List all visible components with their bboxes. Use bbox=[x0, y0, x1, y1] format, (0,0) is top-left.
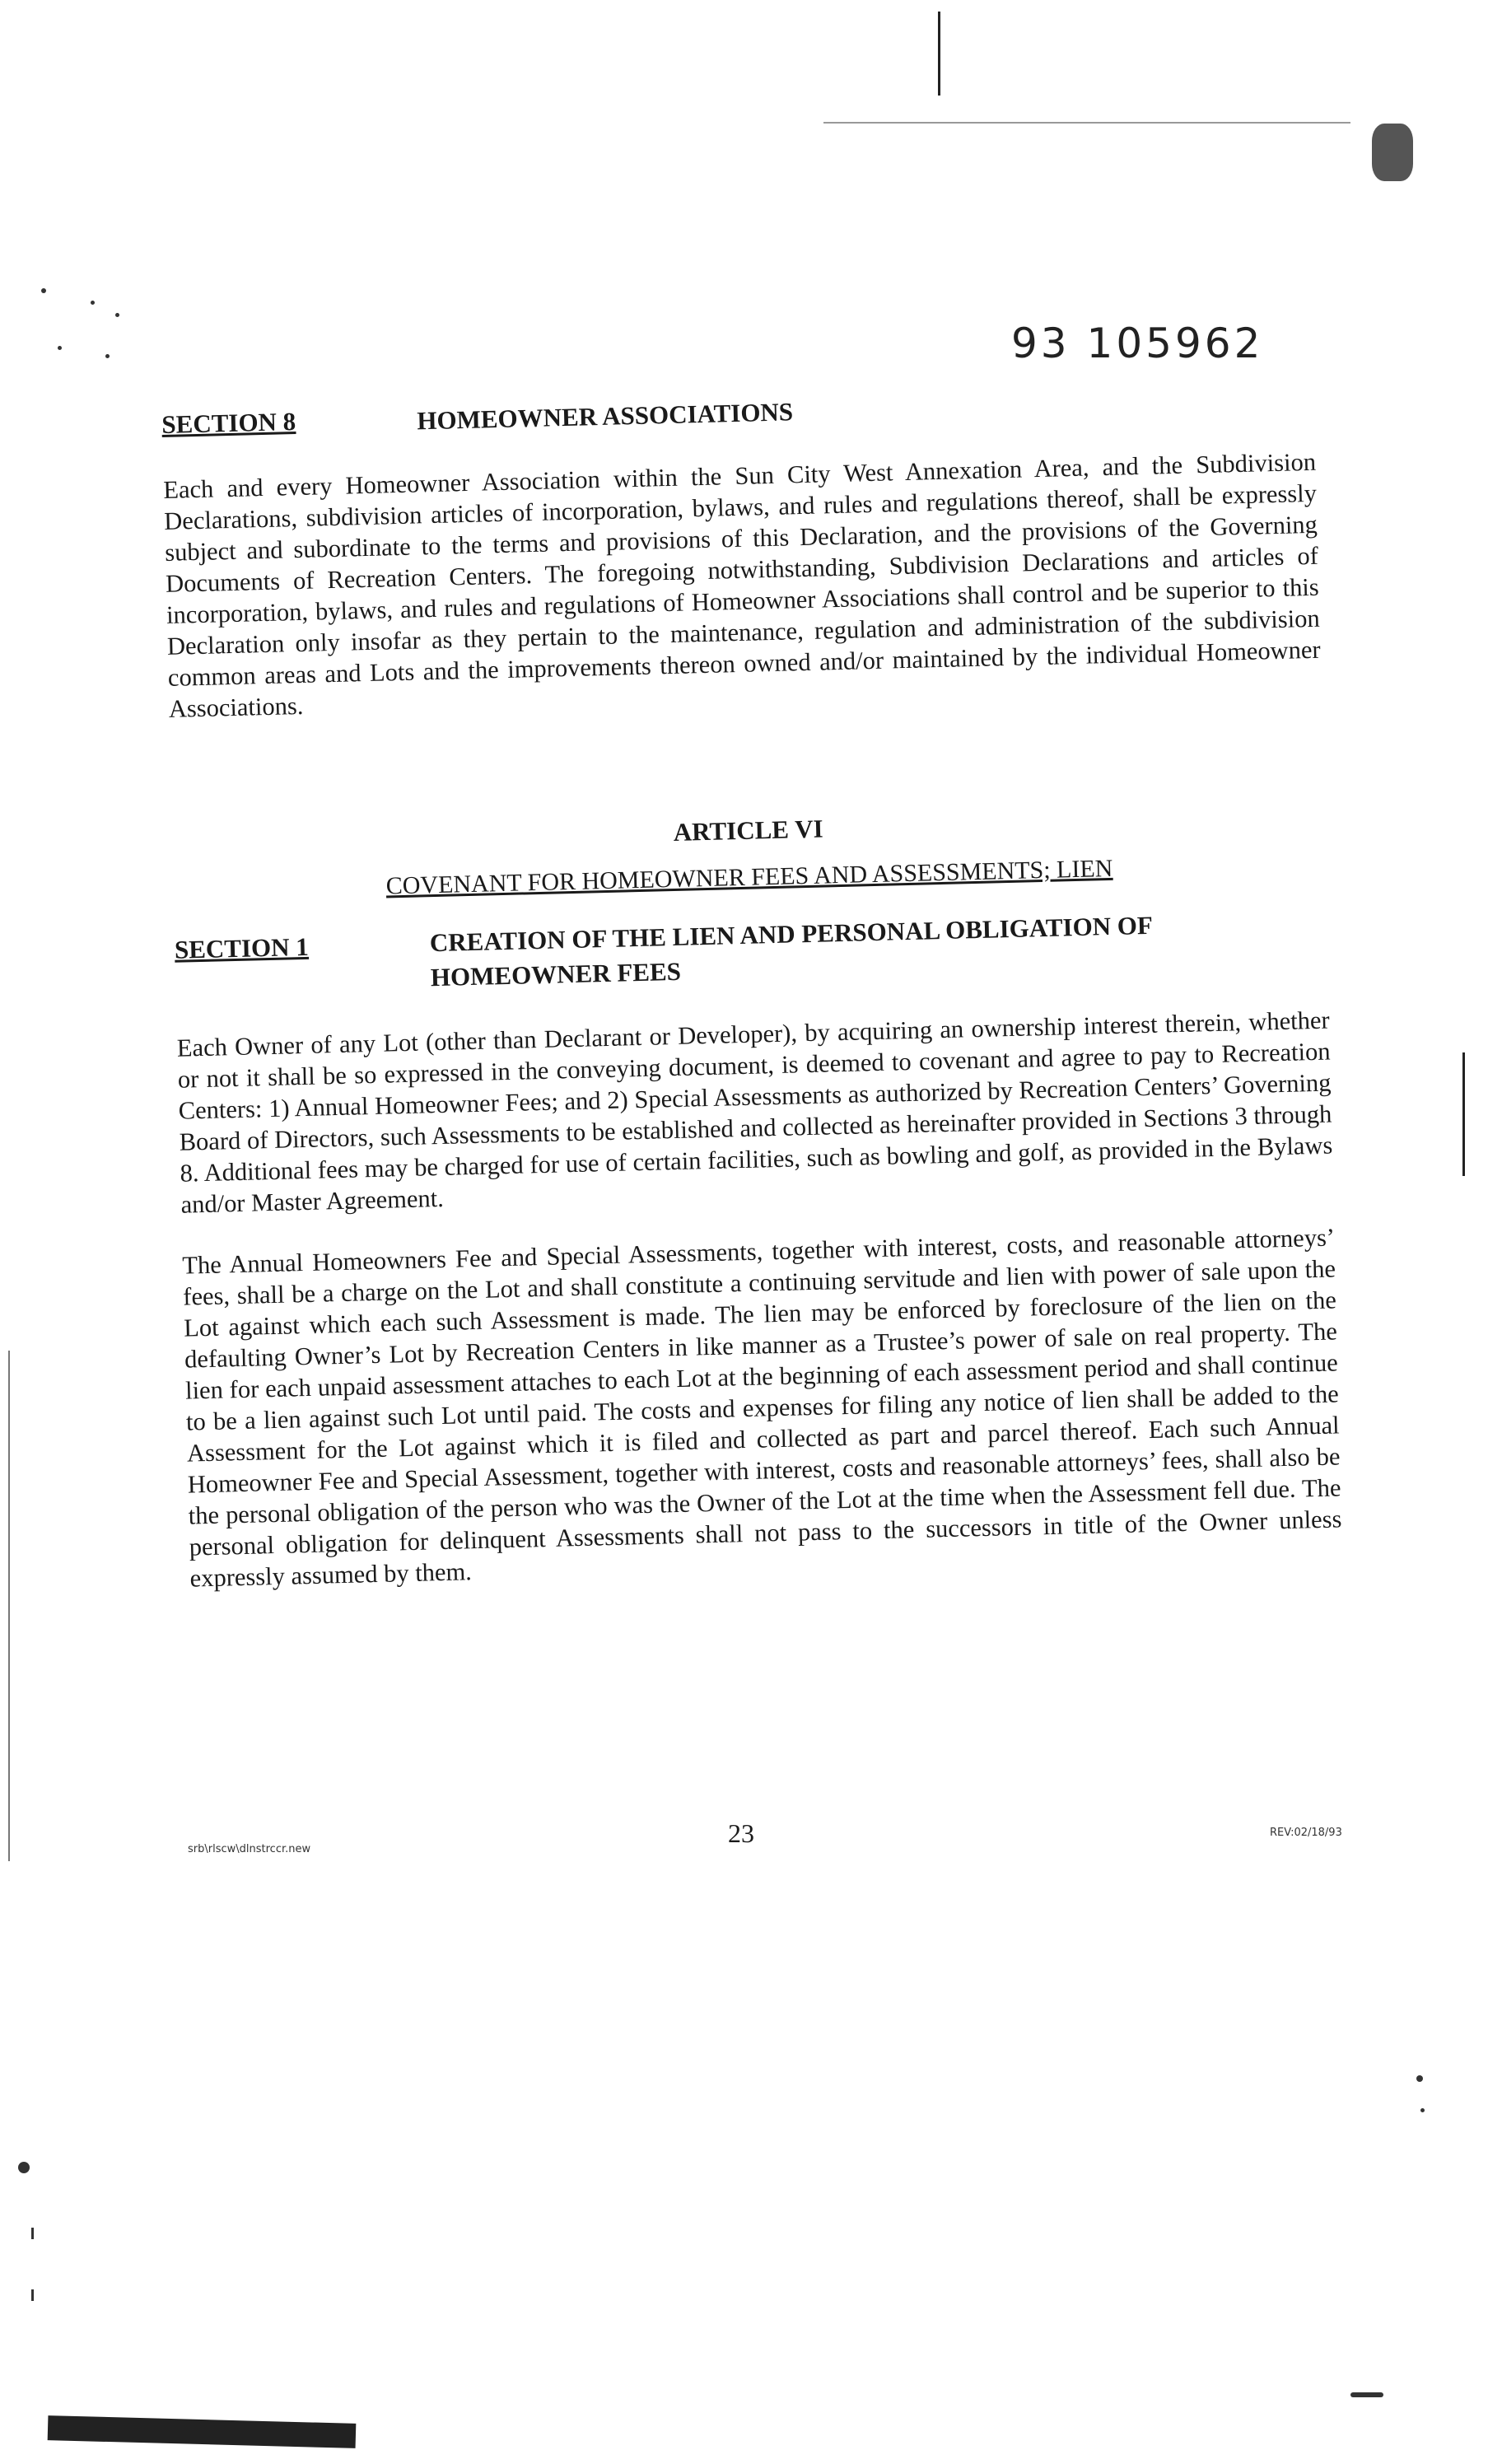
section-8-label: SECTION 8 bbox=[161, 407, 296, 439]
footer-file-path: srb\rlscw\dlnstrccr.new bbox=[188, 1843, 311, 1855]
section-8-header bbox=[161, 382, 1315, 456]
section-1-paragraph-1: Each Owner of any Lot (other than Declarant or Developer), by acquiring an ownership interest therein, whether or not it shall be so expressed in the conveying document, is deemed to covenant and agree to pay to Recreation Centers: 1) Annual Homeowner Fees; and 2) Special Assessments as authorized by Recreation Centers’ Governing Board of Directors, such Assessments to be established and collected as hereinafter provided in Sections 3 through 8. Additional fees may be charged for use of certain facilities, such as bowling and golf, as provided in the Bylaws and/or Master Agreement. bbox=[176, 1006, 1333, 1219]
scan-speck bbox=[31, 2289, 34, 2301]
scan-speck bbox=[91, 301, 95, 305]
scan-mark-top-line bbox=[823, 122, 1350, 124]
scan-speck bbox=[105, 354, 110, 358]
scan-mark-right-edge bbox=[1462, 1052, 1465, 1176]
scan-speck bbox=[1350, 2392, 1383, 2397]
scan-speck bbox=[115, 313, 119, 317]
scan-mark-bottom-left bbox=[48, 2415, 357, 2448]
scan-mark-left-edge bbox=[8, 1351, 10, 1861]
scan-speck bbox=[1372, 124, 1413, 181]
footer-page-number: 23 bbox=[728, 1818, 754, 1848]
section-1-label: SECTION 1 bbox=[174, 931, 310, 964]
scan-speck bbox=[31, 2228, 34, 2239]
scan-speck bbox=[1420, 2108, 1425, 2112]
article-heading: ARTICLE VI bbox=[673, 814, 823, 847]
recording-number: 93 105962 bbox=[1011, 320, 1264, 367]
section-8-paragraph: Each and every Homeowner Association within the Sun City West Annexation Area, and the Subdivision Declarations, subdivision articles of incorporation, bylaws, and rules and regulations thereof, shall be expressly subject and subordinate to the terms and provisions of this Declaration, and the provisions of the Governing Documents of Recreation Centers. The foregoing notwithstanding, Subdivision Declarations and articles of incorporation, bylaws, and rules and regulations of Homeowner Associations shall control and be superior to this Declaration only insofar as they pertain to the maintenance, regulation and administration of the subdivision common areas and Lots and the improvements thereon owned and/or maintained by the individual Homeowner Associations. bbox=[162, 447, 1321, 723]
scan-mark-top bbox=[938, 12, 940, 96]
scan-speck bbox=[1416, 2075, 1423, 2082]
scan-speck bbox=[18, 2162, 30, 2173]
section-1-header bbox=[174, 904, 1328, 1001]
section-1-title: CREATION OF THE LIEN AND PERSONAL OBLIGATION OF HOMEOWNER FEES bbox=[429, 910, 1153, 992]
scan-speck bbox=[41, 288, 46, 293]
section-8-title: HOMEOWNER ASSOCIATIONS bbox=[416, 397, 794, 436]
article-subtitle: COVENANT FOR HOMEOWNER FEES AND ASSESSMENTS; LIEN bbox=[385, 854, 1113, 900]
section-1-paragraph-2: The Annual Homeowners Fee and Special Assessments, together with interest, costs, and reasonable attorneys’ fees, shall be a charge on the Lot and shall constitute a continuing servitude and lien with power of sale upon the Lot against which each such Assessment is made. The lien may be enforced by foreclosure of the lien on the defaulting Owner’s Lot by Recreation Centers in like manner as a Trustee’s power of sale on real property. The lien for each unpaid assessment attaches to each Lot at the beginning of each assessment period and shall continue to be a lien against such Lot until paid. The costs and expenses for filing any notice of lien shall be added to the Assessment for the Lot against which it is filed and collected as part and parcel thereof. Each such Annual Homeowner Fee and Special Assessment, together with interest, costs and reasonable attorneys’ fees, shall also be the personal obligation of the person who was the Owner of the Lot at the time when the Assessment fell due. The personal obligation for delinquent Assessments shall not pass to the successors in title of the Owner unless expressly assumed by them. bbox=[181, 1223, 1342, 1593]
scan-speck bbox=[58, 346, 62, 350]
footer-revision: REV:02/18/93 bbox=[1270, 1827, 1342, 1839]
document-body bbox=[161, 382, 1343, 1594]
